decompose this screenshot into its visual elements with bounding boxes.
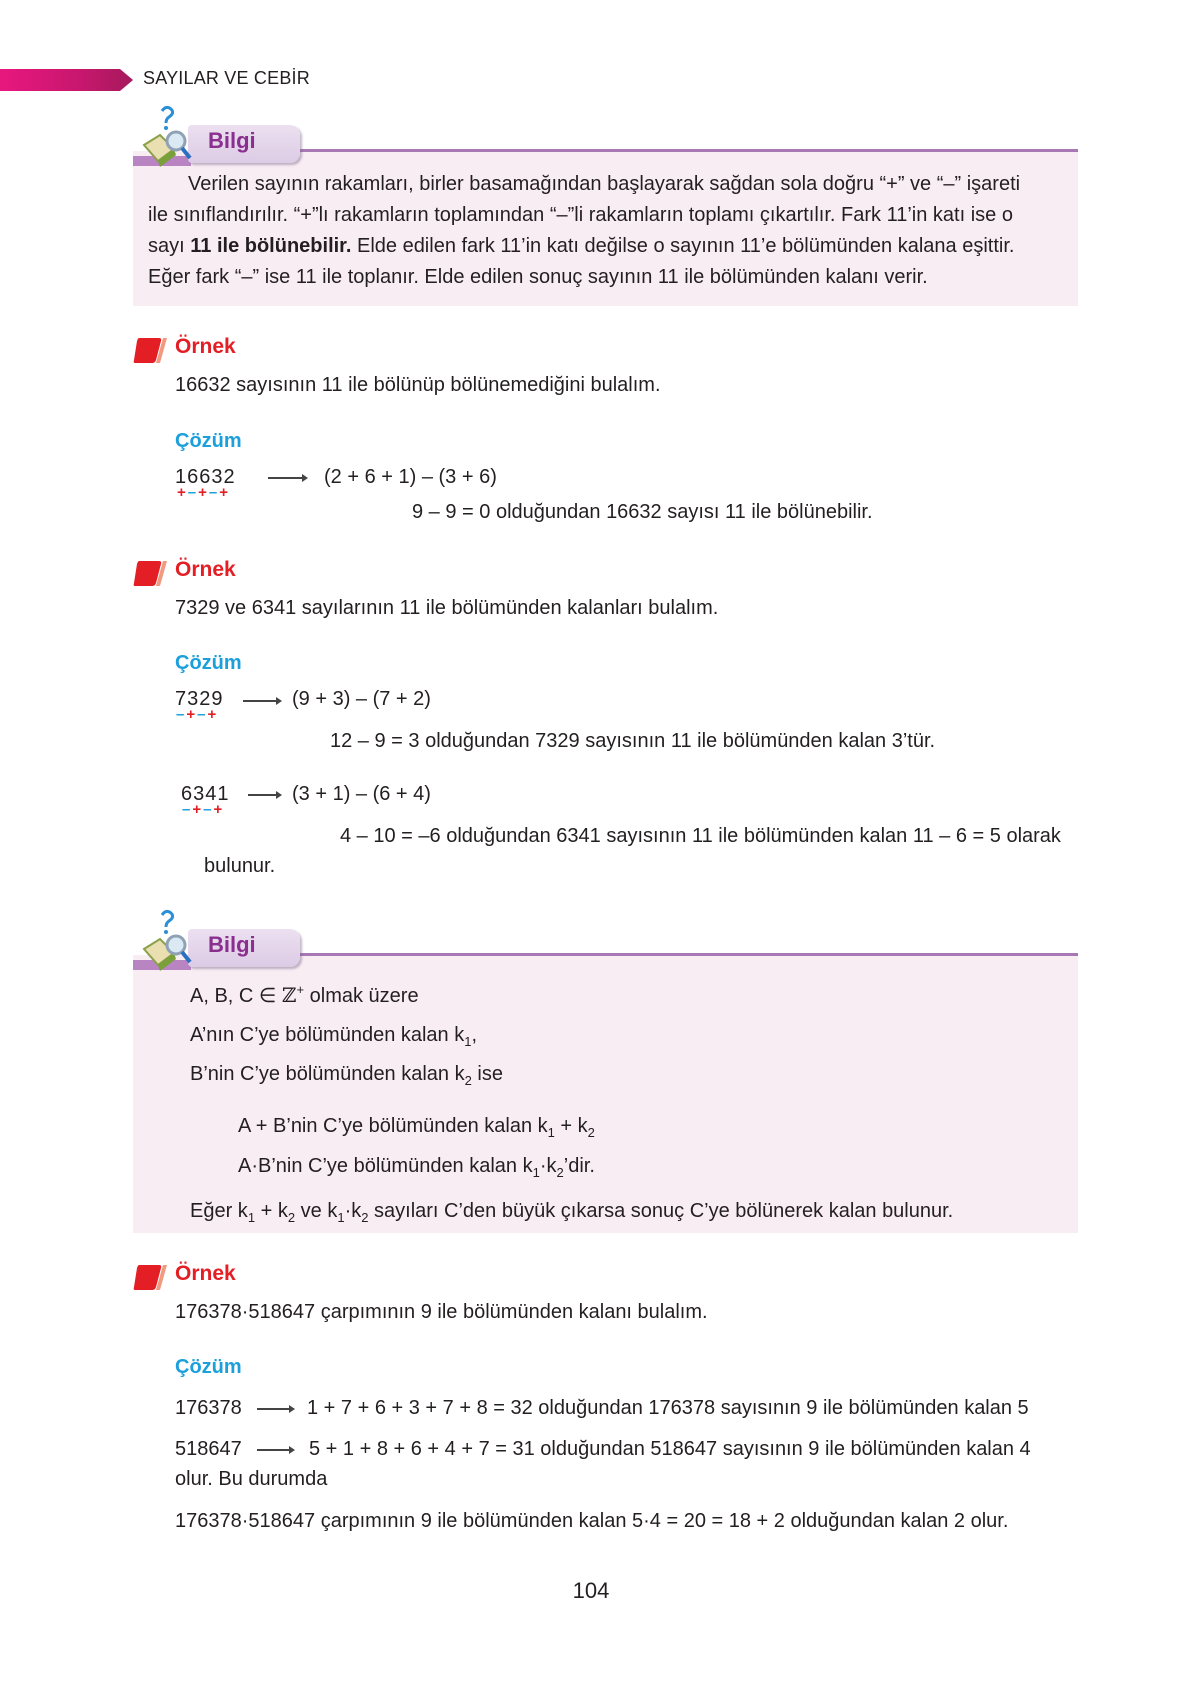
info-box-divider [300,953,1078,956]
info-text-line: B’nin C’ye bölümünden kalan $k_2$ ise [190,1063,503,1088]
rule-sum: A + B’nin C’ye bölümünden kalan $k_1 + k_2$ [238,1115,595,1140]
example-question: 16632 sayısının 11 ile bölünüp bölünemediğini bulalım. [175,374,661,396]
solution-step: 1 + 7 + 6 + 3 + 7 + 8 = 32 olduğundan 176378 sayısının 9 ile bölümünden kalan 5 [307,1397,1029,1419]
result-text-continued: bulunur. [204,855,276,877]
page-number: 104 [572,1578,610,1603]
example-marker-icon [133,1263,169,1291]
result-text: 4 – 10 = –6 olduğundan 6341 sayısının 11 ile bölümünden kalan 11 – 6 = 5 olarak [340,825,1061,847]
info-text-line: ile sınıflandırılır. “+”lı rakamların toplamından “–”li rakamların toplamı çıkartılır. Fark 11’in katı ise o [148,204,1013,226]
example-label: Örnek [175,558,236,581]
example-label: Örnek [175,335,236,358]
solution-step-continued: olur. Bu durumda [175,1468,328,1490]
example-question: 176378·518647 çarpımının 9 ile bölümünden kalanı bulalım. [175,1301,708,1323]
solution-label: Çözüm [175,1356,242,1378]
number: 176378 [175,1397,242,1419]
example-label: Örnek [175,1262,236,1285]
solution-label: Çözüm [175,652,242,674]
book-magnifier-question-icon [140,909,198,973]
arrow-right-icon [248,794,280,796]
info-note: Eğer $k_1 + k_2$ ve $k_1\cdot k_2$ sayıları C’den büyük çıkarsa sonuç C’ye bölünerek kalan bulunur. [190,1200,954,1225]
number: 16632 [175,466,236,488]
info-text-line: Eğer fark “–” ise 11 ile toplanır. Elde edilen sonuç sayının 11 ile bölümünden kalanı verir. [148,266,928,288]
result-text: 9 – 9 = 0 olduğundan 16632 sayısı 11 ile bölünebilir. [412,501,873,523]
info-text-line: A’nın C’ye bölümünden kalan $k_1$, [190,1024,478,1049]
book-magnifier-question-icon [140,105,198,169]
number: 518647 [175,1438,242,1460]
arrow-right-icon [268,477,306,479]
expression: (3 + 1) – (6 + 4) [292,783,431,805]
info-text-line: A, B, C ∈ ℤ+ olmak üzere [190,982,419,1007]
digit-signs: –+–+ [176,706,219,723]
example-marker-icon [133,559,169,587]
info-text-line: sayı 11 ile bölünebilir. Elde edilen fark 11’in katı değilse o sayının 11’e bölümünden kalana eşittir. [148,235,1015,257]
digit-signs: –+–+ [182,801,225,818]
info-text-line: Verilen sayının rakamları, birler basamağından başlayarak sağdan sola doğru “+” ve “–” işareti [188,173,1021,195]
rule-product: A·B’nin C’ye bölümünden kalan $k_1\cdot k_2’dir$. [238,1155,595,1180]
arrow-right-icon [243,700,280,702]
number: 7329 [175,688,224,710]
result-text: 12 – 9 = 3 olduğundan 7329 sayısının 11 ile bölümünden kalan 3’tür. [330,730,936,752]
solution-label: Çözüm [175,430,242,452]
example-question: 7329 ve 6341 sayılarının 11 ile bölümünden kalanları bulalım. [175,597,719,619]
digit-signs: +–+–+ [177,484,230,501]
expression: (2 + 6 + 1) – (3 + 6) [324,466,497,488]
integers-symbol: ℤ [281,983,297,1007]
example-marker-icon [133,336,169,364]
arrow-right-icon [257,1408,293,1410]
arrow-right-icon [257,1449,293,1451]
emphasis-text: 11 ile bölünebilir. [190,235,352,257]
solution-step: 5 + 1 + 8 + 6 + 4 + 7 = 31 olduğundan 518647 sayısının 9 ile bölümünden kalan 4 [309,1438,1031,1460]
section-header-bar [0,69,133,91]
final-result: 176378·518647 çarpımının 9 ile bölümünden kalan 5·4 = 20 = 18 + 2 olduğundan kalan 2 olur. [175,1510,1009,1532]
number: 6341 [181,783,230,805]
info-label: Bilgi [208,932,256,957]
expression: (9 + 3) – (7 + 2) [292,688,431,710]
info-label: Bilgi [208,128,256,153]
section-title: SAYILAR VE CEBİR [143,68,310,88]
info-box-divider [300,149,1078,152]
